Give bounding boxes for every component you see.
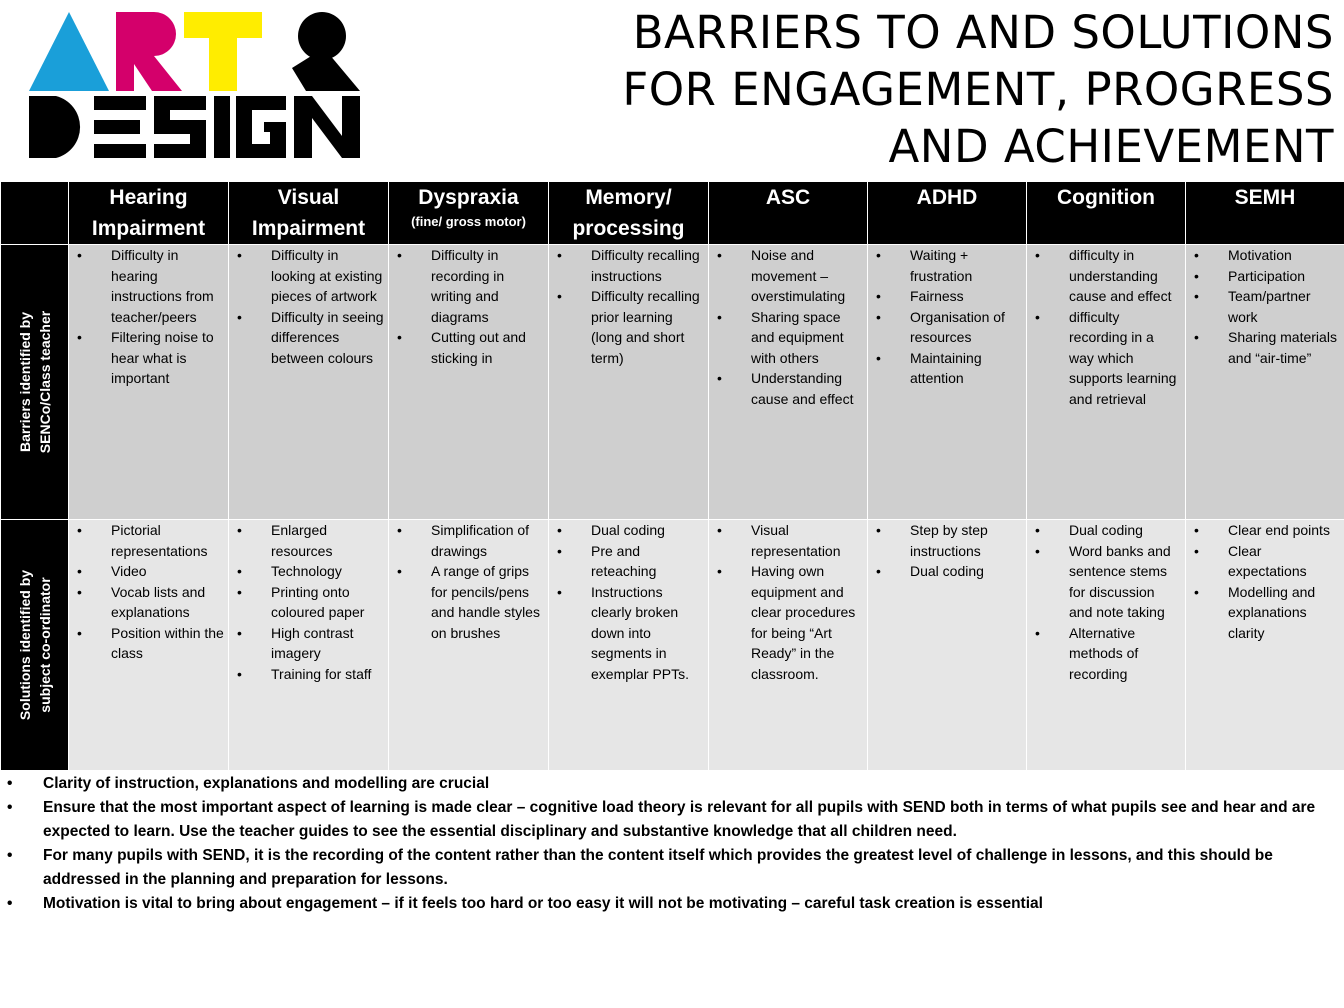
list-item: • Dual coding (868, 561, 1026, 582)
list-item: • Difficulty in hearing instructions from teacher/peers (69, 245, 228, 327)
table-cell (868, 520, 1027, 771)
list-item: • Word banks and sentence stems for discussion and note taking (1027, 541, 1185, 623)
header-corner (1, 182, 69, 245)
table-cell (868, 245, 1027, 520)
list-item: • Clear expectations (1186, 541, 1344, 582)
column-header-cognition: Cognition (1027, 182, 1186, 245)
list-item: • Vocab lists and explanations (69, 582, 228, 623)
cell-list (868, 520, 1026, 582)
table-cell (69, 245, 229, 520)
list-item: • Video (69, 561, 228, 582)
list-item: • Team/partner work (1186, 286, 1344, 327)
table-cell (1027, 520, 1186, 771)
list-item: • Modelling and explanations clarity (1186, 582, 1344, 644)
table-cell (709, 520, 868, 771)
column-header-semh: SEMH (1186, 182, 1344, 245)
notes-list (0, 772, 1344, 916)
title-line: BARRIERS TO AND SOLUTIONS (632, 6, 1334, 59)
table-cell (1027, 245, 1186, 520)
list-item: • Understanding cause and effect (709, 368, 867, 409)
list-item: • High contrast imagery (229, 623, 388, 664)
table-cell (709, 245, 868, 520)
list-item: • Visual representation (709, 520, 867, 561)
list-item: • Training for staff (229, 664, 388, 685)
list-item: • Pre and reteaching (549, 541, 708, 582)
list-item: • Sharing materials and “air-time” (1186, 327, 1344, 368)
cell-list (709, 245, 867, 409)
list-item: • Technology (229, 561, 388, 582)
table-cell (1186, 245, 1344, 520)
list-item: • difficulty recording in a way which supports learning and retrieval (1027, 307, 1185, 410)
cell-list (69, 520, 228, 664)
note-item: • For many pupils with SEND, it is the recording of the content rather than the content itself which provides the greatest level of challenge in lessons, and this should be addressed in the planning and preparation for lessons. (0, 844, 1344, 892)
list-item: • Difficulty in seeing differences between colours (229, 307, 388, 369)
list-item: • Alternative methods of recording (1027, 623, 1185, 685)
table-cell (229, 245, 389, 520)
cell-list (1186, 245, 1344, 368)
cell-list (709, 520, 867, 684)
table-cell (549, 520, 709, 771)
title-line: AND ACHIEVEMENT (888, 120, 1334, 173)
list-item: • Enlarged resources (229, 520, 388, 561)
cell-list (389, 245, 548, 368)
table-cell (69, 520, 229, 771)
list-item: • Difficulty recalling instructions (549, 245, 708, 286)
logo-word-design (29, 96, 360, 158)
list-item: • Sharing space and equipment with others (709, 307, 867, 369)
cell-list (229, 520, 388, 684)
list-item: • Cutting out and sticking in (389, 327, 548, 368)
column-header-visual: Visual Impairment (229, 182, 389, 245)
cell-list (1027, 245, 1185, 409)
logo-letter-r (116, 12, 182, 91)
column-header-adhd: ADHD (868, 182, 1027, 245)
cell-list (69, 245, 228, 389)
note-item: • Clarity of instruction, explanations and modelling are crucial (0, 772, 1344, 796)
cell-list (1027, 520, 1185, 684)
logo-text: ART & DESIGN (24, 8, 32, 9)
list-item: • Organisation of resources (868, 307, 1026, 348)
barriers-solutions-table (0, 181, 1344, 771)
list-item: • Clear end points (1186, 520, 1344, 541)
table-cell (549, 245, 709, 520)
list-item: • Dual coding (1027, 520, 1185, 541)
art-design-logo (24, 8, 364, 160)
list-item: • Filtering noise to hear what is important (69, 327, 228, 389)
title-line: FOR ENGAGEMENT, PROGRESS (622, 63, 1334, 116)
list-item: • Simplification of drawings (389, 520, 548, 561)
table-cell (229, 520, 389, 771)
list-item: • Fairness (868, 286, 1026, 307)
list-item: • Step by step instructions (868, 520, 1026, 561)
list-item: • Instructions clearly broken down into segments in exemplar PPTs. (549, 582, 708, 685)
page-title (614, 4, 1334, 175)
solutions-row (1, 520, 1344, 771)
cell-list (868, 245, 1026, 389)
cell-list (229, 245, 388, 368)
row-header-solutions: Solutions identified by subject co-ordinator (1, 520, 69, 771)
list-item: • Difficulty in recording in writing and diagrams (389, 245, 548, 327)
table-cell (1186, 520, 1344, 771)
list-item: • Maintaining attention (868, 348, 1026, 389)
cell-list (549, 245, 708, 368)
column-header-memory: Memory/ processing (549, 182, 709, 245)
note-item: • Ensure that the most important aspect of learning is made clear – cognitive load theory is relevant for all pupils with SEND both in terms of what pupils see and hear and are expected to learn. Use the teacher guides to see the essential disciplinary and substantive knowledge that all children need. (0, 796, 1344, 844)
logo-letter-t (184, 12, 262, 91)
list-item: • Position within the class (69, 623, 228, 664)
cell-list (389, 520, 548, 643)
cell-list (1186, 520, 1344, 643)
list-item: • Pictorial representations (69, 520, 228, 561)
column-subheader: (fine/ gross motor) (411, 214, 526, 229)
list-item: • A range of grips for pencils/pens and handle styles on brushes (389, 561, 548, 643)
list-item: • Waiting + frustration (868, 245, 1026, 286)
barriers-row (1, 245, 1344, 520)
list-item: • Participation (1186, 266, 1344, 287)
column-header-dyspraxia: Dyspraxia (fine/ gross motor) (389, 182, 549, 245)
list-item: • Dual coding (549, 520, 708, 541)
column-header-hearing: Hearing Impairment (69, 182, 229, 245)
list-item: • Difficulty in looking at existing pieces of artwork (229, 245, 388, 307)
logo-ampersand (292, 12, 360, 91)
list-item: • Difficulty recalling prior learning (long and short term) (549, 286, 708, 368)
table-cell (389, 245, 549, 520)
column-header-asc: ASC (709, 182, 868, 245)
list-item: • Printing onto coloured paper (229, 582, 388, 623)
row-header-barriers: Barriers identified by SENCo/Class teacher (1, 245, 69, 520)
table-cell (389, 520, 549, 771)
cell-list (549, 520, 708, 684)
note-item: • Motivation is vital to bring about engagement – if it feels too hard or too easy it will not be motivating – careful task creation is essential (0, 892, 1344, 916)
header-row (1, 182, 1344, 245)
list-item: • difficulty in understanding cause and effect (1027, 245, 1185, 307)
list-item: • Having own equipment and clear procedures for being “Art Ready” in the classroom. (709, 561, 867, 684)
logo-letter-a (29, 12, 109, 91)
list-item: • Motivation (1186, 245, 1344, 266)
list-item: • Noise and movement – overstimulating (709, 245, 867, 307)
